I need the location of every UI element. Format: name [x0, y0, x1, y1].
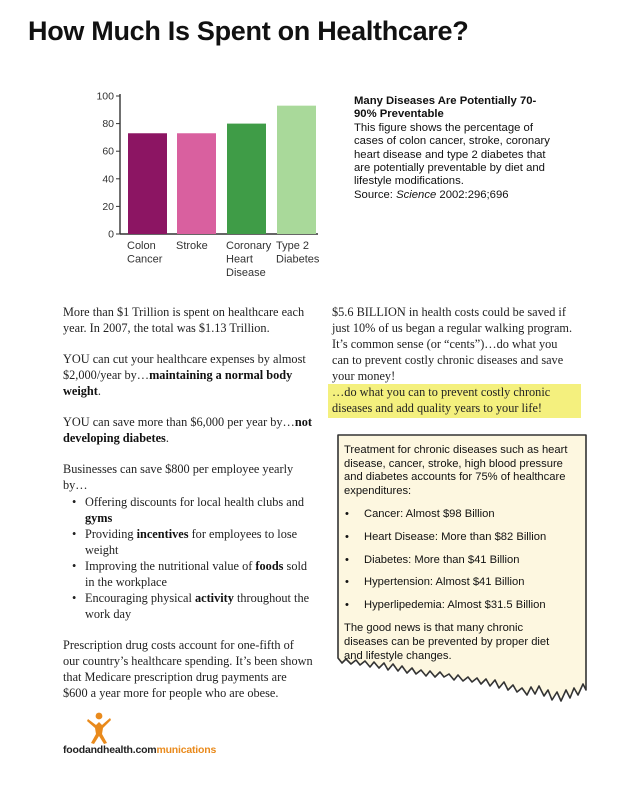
list-item: • Providing incentives for employees to lose weight — [85, 526, 313, 558]
category-label: Type 2 Diabetes — [276, 240, 320, 266]
category-label: Stroke — [176, 240, 208, 252]
list-item: • Encouraging physical activity throughout the work day — [85, 590, 313, 622]
y-tick-label: 0 — [108, 228, 114, 241]
list-item: • Diabetes: More than $41 Billion — [344, 554, 570, 568]
business-intro: Businesses can save $800 per employee yearly by… — [63, 462, 294, 492]
note-intro: Treatment for chronic diseases such as heart disease, cancer, stroke, high blood pressure and diabetes accounts for 75% of healthcare expenditures: — [344, 444, 568, 497]
weight-paragraph: YOU can cut your healthcare expenses by almost $2,000/year by…maintaining a normal body weight. — [63, 352, 306, 398]
list-item: • Offering discounts for local health clubs and gyms — [85, 494, 313, 526]
list-item: • Hypertension: Almost $41 Billion — [344, 576, 570, 590]
caption-source: Source: Science 2002:296;696 — [354, 188, 509, 201]
y-tick-label: 20 — [102, 200, 114, 213]
brand-logo: foodandhealth.communications — [63, 744, 217, 756]
y-tick-label: 40 — [102, 173, 114, 186]
caption-heading: Many Diseases Are Potentially 70-90% Preventable — [354, 95, 537, 121]
y-tick-label: 100 — [96, 90, 114, 103]
chronic-disease-note — [344, 444, 570, 663]
cost-list — [344, 508, 570, 612]
spending-paragraph: More than $1 Trillion is spent on healthcare each year. In 2007, the total was $1.13 Trillion. — [63, 305, 305, 335]
prescription-paragraph: Prescription drug costs account for one-fifth of our country’s healthcare spending. It’s been shown that Medicare prescription drug payments are $600 a year more for people who are obese. — [63, 638, 313, 700]
note-outro: The good news is that many chronic diseases can be prevented by proper diet and lifestyle changes. — [344, 622, 550, 662]
list-item: • Improving the nutritional value of foods sold in the workplace — [85, 558, 313, 590]
caption-body: This figure shows the percentage of cases of colon cancer, stroke, coronary heart disease and type 2 diabetes that are potentially preventable by diet and lifestyle modifications. — [354, 121, 550, 188]
list-item: • Cancer: Almost $98 Billion — [344, 508, 570, 522]
diabetes-paragraph: YOU can save more than $6,000 per year by…not developing diabetes. — [63, 415, 312, 445]
list-item: • Heart Disease: More than $82 Billion — [344, 531, 570, 545]
highlight-text: …do what you can to prevent costly chronic diseases and add quality years to your life! — [328, 384, 581, 418]
running-person-logo-icon — [85, 712, 113, 746]
y-tick-label: 60 — [102, 145, 114, 158]
list-item: • Hyperlipedemia: Almost $31.5 Billion — [344, 599, 570, 613]
y-tick-label: 80 — [102, 118, 114, 131]
walking-paragraph: $5.6 BILLION in health costs could be saved if just 10% of us began a regular walking program. It’s common sense (or “cents”)…do what you can to prevent costly chronic diseases and save your money! — [332, 305, 573, 383]
category-label: Colon Cancer — [127, 240, 163, 266]
category-label: Coronary Heart Disease — [226, 240, 272, 279]
page-title: How Much Is Spent on Healthcare? — [28, 16, 469, 46]
